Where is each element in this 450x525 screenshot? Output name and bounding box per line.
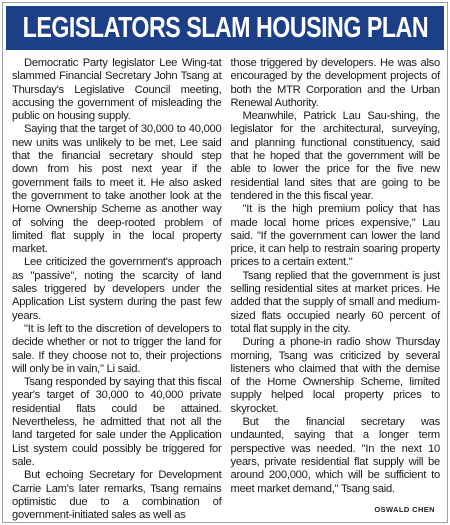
article-frame — [2, 2, 448, 523]
paragraph: But echoing Secretary for Development Carrie Lam's later remarks, Tsang remains optimistic due to a combination of government-initiated sales as well as — [12, 469, 222, 522]
headline: LEGISLATORS SLAM HOUSING PLAN — [22, 11, 428, 44]
paragraph: "It is the high premium policy that has made local home prices expensive," Lau said. "If the government can lower the land price, it can help to restrain soaring property prices to a certain extent." — [230, 203, 440, 269]
paragraph: "It is left to the discretion of developers to decide whether or not to trigger the land for sale. If they choose not to, their projections will only be in vain," Li said. — [12, 322, 222, 375]
paragraph: Democratic Party legislator Lee Wing-tat slammed Financial Secretary John Tsang at Thursday's Legislative Council meeting, accusing the government of misleading the public on housing supply. — [12, 57, 222, 123]
paragraph: those triggered by developers. He was also encouraged by the development projects of both the MTR Corporation and the Urban Renewal Authority. — [230, 57, 440, 109]
column-left — [12, 57, 222, 522]
paragraph: During a phone-in radio show Thursday morning, Tsang was criticized by several listeners who claimed that with the demise of the Home Ownership Scheme, limited supply helped local property prices to skyrocket. — [230, 336, 440, 415]
paragraph: Meanwhile, Patrick Lau Sau-shing, the legislator for the architectural, surveying, and planning functional constituency, said that he hoped that the government will be able to lower the price for the five new residential land sites that are going to be tendered in the this fiscal year. — [230, 110, 440, 202]
byline: OSWALD CHEN — [374, 505, 435, 514]
paragraph: Lee criticized the government's approach as "passive", noting the scarcity of land sales triggered by developers under the Application List system during the past few years. — [12, 256, 222, 322]
column-right — [231, 57, 441, 507]
paragraph: Tsang replied that the government is just selling residential sites at market prices. He added that the supply of small and medium-sized flats occupied nearly 60 percent of total flat supply in the city. — [230, 269, 440, 335]
paragraph: Tsang responded by saying that this fiscal year's target of 30,000 to 40,000 private residential flats could be attained. Nevertheless, he admitted that not all the land targeted for sale under the Application List system could possibly be triggered for sale. — [12, 376, 222, 468]
paragraph: Saying that the target of 30,000 to 40,000 new units was unlikely to be met, Lee said that the financial secretary should step down from his post next year if the government fails to meet it. He also asked the government to take another look at the Home Ownership Scheme as another way of solving the deep-rooted problem of limited flat supply in the local property market. — [12, 123, 222, 256]
paragraph: But the financial secretary was undaunted, saying that a longer term perspective was needed. "In the next 10 years, private residential flat supply will be around 200,000, which will be sufficient to meet market demand," Tsang said. — [230, 416, 440, 495]
headline-banner — [6, 6, 444, 50]
